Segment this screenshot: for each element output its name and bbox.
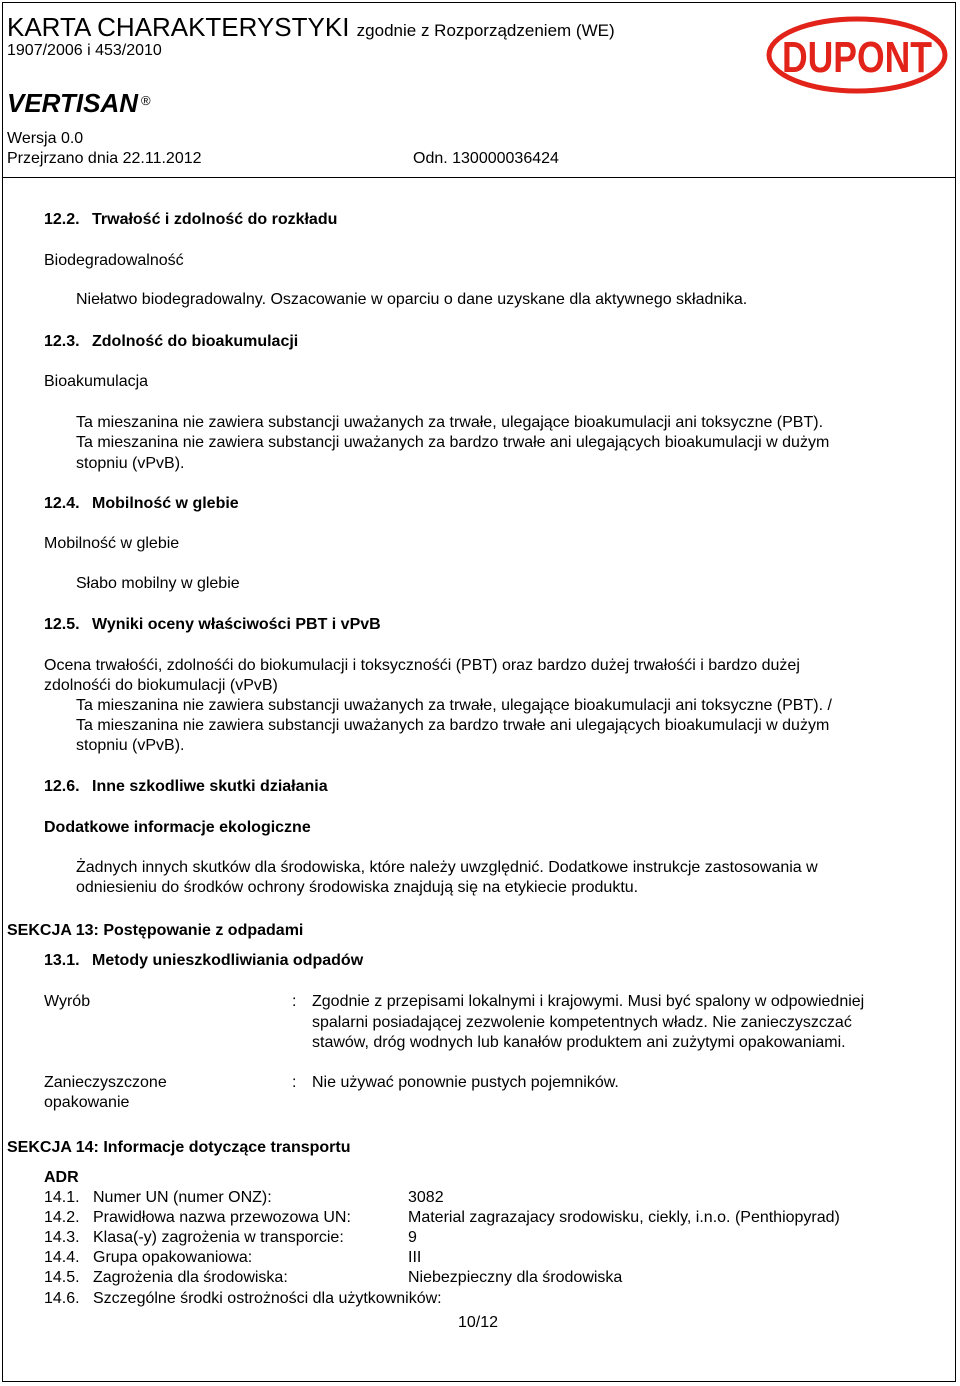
waste-packaging-label-1: Zanieczyszczone [44,1074,167,1091]
waste-packaging-label-2: opakowanie [44,1094,130,1111]
transport-row-label: Grupa opakowaniowa: [93,1249,253,1266]
waste-packaging-text: Nie używać ponownie pustych pojemników. [312,1074,619,1091]
transport-row-value: 3082 [408,1189,444,1206]
section-12-4-heading: 12.4. Mobilność w glebie [44,495,239,512]
transport-row-num: 14.5. [44,1269,80,1286]
biodegradability-label: Biodegradowalność [44,252,184,269]
transport-row-label: Numer UN (numer ONZ): [93,1189,272,1206]
registered-mark: ® [141,93,151,108]
waste-packaging-colon: : [292,1074,297,1091]
transport-row-label: Prawidłowa nazwa przewozowa UN: [93,1209,351,1226]
mobility-text: Słabo mobilny w glebie [76,575,240,592]
transport-row-value: Material zagrazajacy srodowisku, ciekly, i.n.o. (Penthiopyrad) [408,1209,840,1226]
adr-label: ADR [44,1169,79,1186]
product-name: VERTISAN ® [7,88,151,118]
section-14-heading: SEKCJA 14: Informacje dotyczące transportu [7,1139,351,1156]
pbt-assessment-text-2: Ta mieszanina nie zawiera substancji uważanych za bardzo trwałe ani ulegających bioakumulacji w dużym [76,717,830,734]
dupont-logo-icon [766,16,948,94]
waste-product-label: Wyrób [44,993,91,1010]
bioaccumulation-text-2: Ta mieszanina nie zawiera substancji uważanych za bardzo trwałe ani ulegających bioakumulacji w dużym [76,434,830,451]
revision-date: Przejrzano dnia 22.11.2012 [7,150,202,167]
svg-text:DUPONT: DUPONT [782,33,933,82]
transport-row-label: Zagrożenia dla środowiska: [93,1269,288,1286]
transport-row-num: 14.1. [44,1189,80,1206]
pbt-assessment-label-2: zdolnośći do biokumulacji (vPvB) [44,677,278,694]
eco-info-text-1: Żadnych innych skutków dla środowiska, które należy uwzględnić. Dodatkowe instrukcje zastosowania w [76,859,818,876]
transport-row-num: 14.4. [44,1249,80,1266]
eco-info-label: Dodatkowe informacje ekologiczne [44,819,311,836]
transport-row-num: 14.2. [44,1209,80,1226]
waste-product-text-3: stawów, dróg wodnych lub kanałów produktem ani zużytymi opakowaniami. [312,1034,846,1051]
transport-row-value: Niebezpieczny dla środowiska [408,1269,623,1286]
section-12-6-heading: 12.6. Inne szkodliwe skutki działania [44,778,328,795]
bioaccumulation-text-1: Ta mieszanina nie zawiera substancji uważanych za trwałe, ulegające bioakumulacji ani toksyczne (PBT). [76,414,824,431]
page-number: 10/12 [458,1314,499,1331]
transport-row-num: 14.6. [44,1290,80,1307]
section-13-1-heading: 13.1. Metody unieszkodliwiania odpadów [44,952,364,969]
bioaccumulation-text-3: stopniu (vPvB). [76,455,185,472]
section-12-3-heading: 12.3. Zdolność do bioakumulacji [44,333,299,350]
section-13-heading: SEKCJA 13: Postępowanie z odpadami [7,922,304,939]
transport-row-label: Szczególne środki ostrożności dla użytkowników: [93,1290,442,1307]
biodegradability-text: Niełatwo biodegradowalny. Oszacowanie w oparciu o dane uzyskane dla aktywnego składnika. [76,291,748,308]
waste-product-text-2: spalarni posiadającej zezwolenie kompetentnych władz. Nie zanieczyszczać [312,1014,852,1031]
transport-row-value: 9 [408,1229,417,1246]
transport-row-label: Klasa(-y) zagrożenia w transporcie: [93,1229,344,1246]
waste-product-colon: : [292,993,297,1010]
section-12-5-heading: 12.5. Wyniki oceny właściwości PBT i vPvB [44,616,381,633]
pbt-assessment-text-1: Ta mieszanina nie zawiera substancji uważanych za trwałe, ulegające bioakumulacji ani toksyczne (PBT). / [76,697,832,714]
transport-row-num: 14.3. [44,1229,80,1246]
mobility-label: Mobilność w glebie [44,535,180,552]
transport-row-value: III [408,1249,422,1266]
title-suffix: zgodnie z Rozporządzeniem (WE) [356,21,615,40]
bioaccumulation-label: Bioakumulacja [44,373,149,390]
section-12-2-heading: 12.2. Trwałość i zdolność do rozkładu [44,211,338,228]
order-number: Odn. 130000036424 [413,150,559,167]
eco-info-text-2: odniesieniu do środków ochrony środowiska znajdują się na etykiecie produktu. [76,879,639,896]
waste-product-text-1: Zgodnie z przepisami lokalnymi i krajowymi. Musi być spalony w odpowiedniej [312,993,865,1010]
pbt-assessment-label-1: Ocena trwałośći, zdolnośći do biokumulacji i toksycznośći (PBT) oraz bardzo dużej trwałośći i bardzo dużej [44,657,800,674]
version: Wersja 0.0 [7,130,84,147]
header-divider [2,177,956,178]
title-main: KARTA CHARAKTERYSTYKI [7,12,350,42]
pbt-assessment-text-3: stopniu (vPvB). [76,737,185,754]
regulation-ref: 1907/2006 i 453/2010 [7,42,162,59]
